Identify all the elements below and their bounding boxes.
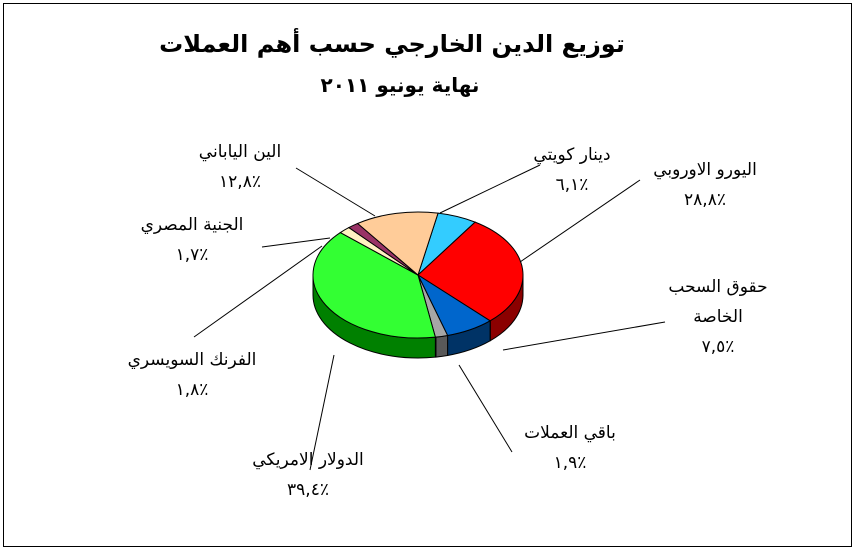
slice-value-label-7: ٪١٢,٨: [219, 172, 261, 192]
leader-line-7: [296, 168, 375, 216]
slice-side-3: [436, 335, 448, 357]
slice-name-label-2-line-1: الخاصة: [693, 307, 743, 327]
slice-value-label-4: ٪٣٩,٤: [287, 480, 329, 500]
slice-name-label-1: اليورو الاوروبي: [653, 160, 757, 180]
leader-line-6: [262, 238, 330, 247]
slice-name-label-5: الفرنك السويسري: [127, 350, 257, 370]
slice-value-label-2: ٪٧,٥: [701, 337, 735, 357]
chart-title: توزيع الدين الخارجي حسب أهم العملات: [159, 30, 625, 58]
slice-name-label-4: الدولار الامريكي: [252, 450, 364, 470]
pie-slices: [313, 212, 523, 338]
slice-value-label-3: ٪١,٩: [553, 453, 587, 473]
slice-name-label-7: الين الياباني: [198, 142, 282, 162]
slice-value-label-1: ٪٢٨,٨: [684, 190, 726, 210]
chart-subtitle: نهاية يونيو ٢٠١١: [320, 73, 480, 97]
slice-name-label-6: الجنية المصري: [140, 215, 244, 235]
leader-line-3: [459, 365, 512, 452]
leader-line-5: [194, 246, 322, 337]
slice-value-label-0: ٪٦,١: [555, 175, 589, 195]
leader-line-0: [440, 165, 540, 213]
slice-name-label-2-line-0: حقوق السحب: [668, 277, 768, 297]
slice-value-label-6: ٪١,٧: [175, 245, 209, 265]
leader-line-2: [503, 322, 665, 350]
slice-name-label-0: دينار كويتي: [533, 145, 611, 165]
slice-name-label-3: باقي العملات: [524, 423, 616, 443]
slice-value-label-5: ٪١,٨: [175, 380, 209, 400]
